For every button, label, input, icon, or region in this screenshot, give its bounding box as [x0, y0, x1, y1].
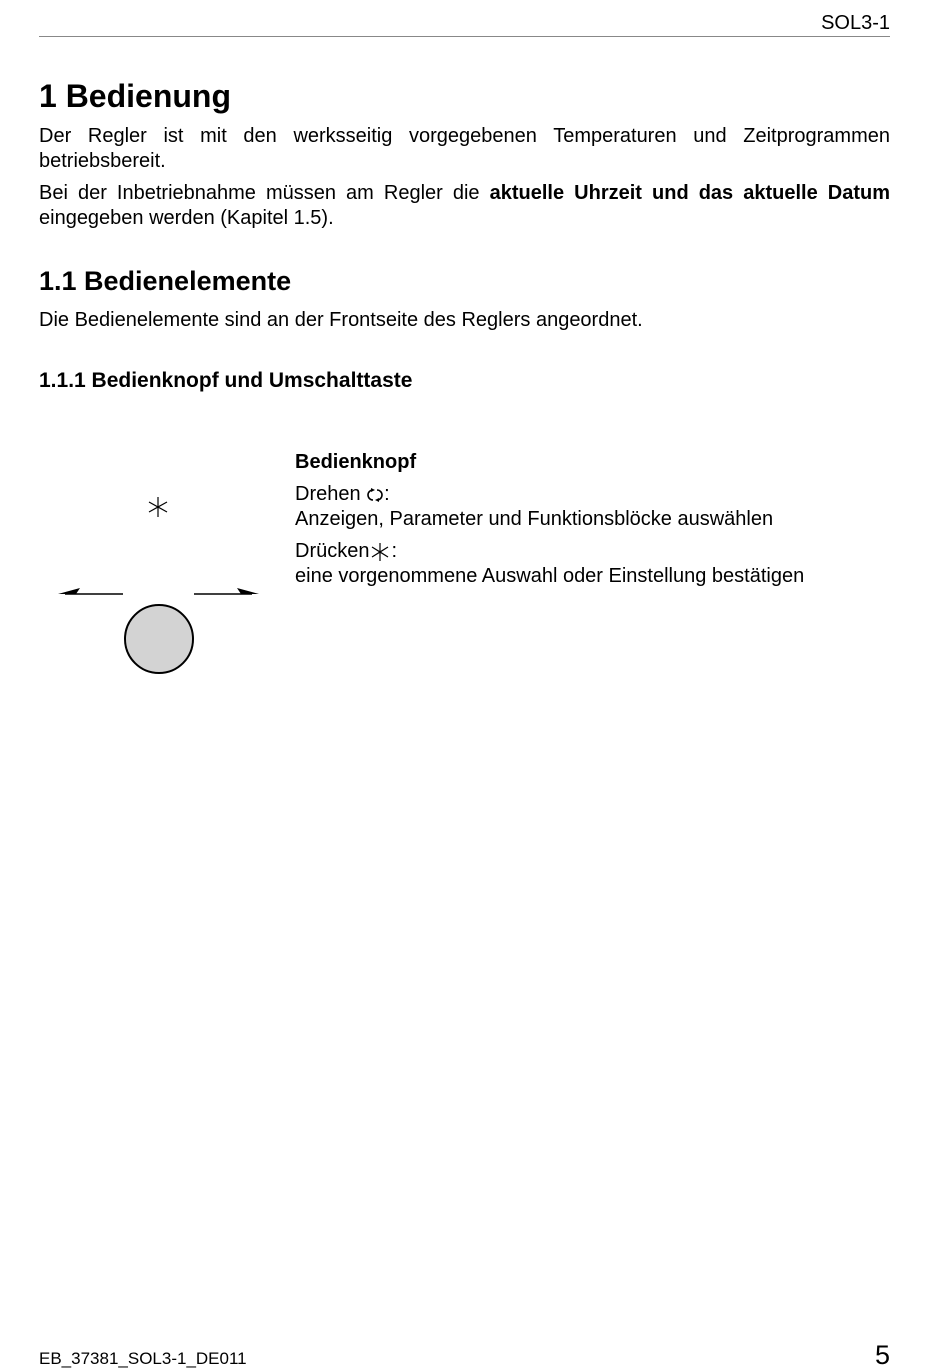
setup-text-bold: aktuelle Uhrzeit und das aktuelle Datum — [489, 182, 890, 204]
rotate-left-arrow-icon — [58, 588, 123, 594]
turn-colon: : — [384, 483, 390, 505]
rotate-icon — [366, 488, 384, 502]
press-description: eine vorgenommene Auswahl oder Einstellung bestätigen — [295, 565, 805, 587]
turn-description: Anzeigen, Parameter und Funktionsblöcke auswählen — [295, 508, 774, 530]
press-instruction — [295, 539, 895, 564]
press-colon: : — [391, 540, 398, 562]
turn-label: Drehen — [295, 483, 361, 505]
turn-instruction — [295, 482, 895, 507]
setup-text-start: Bei der Inbetriebnahme müssen am Regler die — [39, 182, 490, 204]
rotate-right-arrow-icon — [194, 588, 259, 594]
section-heading-controls: 1.1 Bedienelemente — [39, 266, 292, 296]
document-code: SOL3-1 — [821, 12, 890, 34]
knob-icon — [125, 605, 193, 673]
document-id: EB_37381_SOL3-1_DE011 — [39, 1349, 247, 1368]
chapter-heading: 1 Bedienung — [39, 78, 232, 114]
asterisk-icon — [149, 497, 167, 517]
setup-paragraph — [39, 181, 890, 231]
press-label: Drücken — [295, 540, 370, 562]
subsection-heading-knob: 1.1.1 Bedienknopf und Umschalttaste — [39, 369, 413, 392]
knob-description — [295, 450, 895, 589]
setup-text-end: eingegeben werden (Kapitel 1.5). — [39, 207, 334, 229]
page-number: 5 — [874, 1340, 890, 1370]
knob-illustration — [50, 490, 270, 690]
header-divider — [39, 36, 890, 37]
knob-label: Bedienknopf — [295, 451, 417, 473]
controls-paragraph: Die Bedienelemente sind an der Frontseite des Reglers angeordnet. — [39, 309, 643, 331]
asterisk-icon — [369, 542, 391, 562]
intro-paragraph: Der Regler ist mit den werksseitig vorgegebenen Temperaturen und Zeitprogrammen betriebsbereit. — [39, 125, 890, 172]
